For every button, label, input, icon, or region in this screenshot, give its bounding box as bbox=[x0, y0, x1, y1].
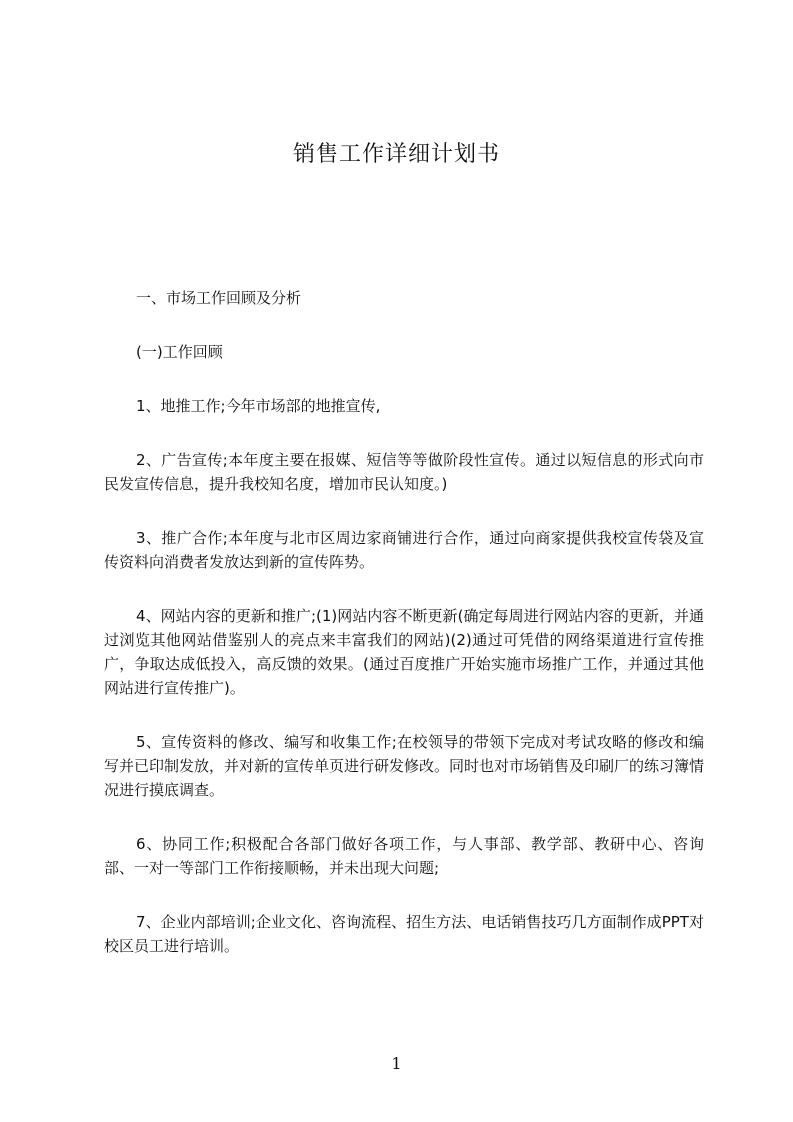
paragraph-item-2: 2、广告宣传;本年度主要在报媒、短信等等做阶段性宣传。通过以短信息的形式向市民发宣传信息，提升我校知名度，增加市民认知度。) bbox=[104, 451, 704, 493]
document-body bbox=[104, 286, 704, 988]
section-heading: 一、市场工作回顾及分析 bbox=[136, 289, 302, 307]
paragraph-item-3: 3、推广合作;本年度与北市区周边家商铺进行合作，通过向商家提供我校宣传袋及宣传资料向消费者发放达到新的宣传阵势。 bbox=[104, 529, 704, 571]
subsection-heading: (一)工作回顾 bbox=[136, 343, 223, 361]
paragraph-item-6: 6、协同工作;积极配合各部门做好各项工作，与人事部、教学部、教研中心、咨询部、一对一等部门工作衔接顺畅，并未出现大问题; bbox=[104, 835, 704, 877]
document-title: 销售工作详细计划书 bbox=[292, 142, 500, 167]
page-number: 1 bbox=[391, 1054, 402, 1073]
paragraph-item-5: 5、宣传资料的修改、编写和收集工作;在校领导的带领下完成对考试攻略的修改和编写并已印制发放，并对新的宣传单页进行研发修改。同时也对市场销售及印刷厂的练习簿情况进行摸底调查。 bbox=[104, 733, 705, 799]
paragraph-item-7: 7、企业内部培训;企业文化、咨询流程、招生方法、电话销售技巧几方面制作成PPT对校区员工进行培训。 bbox=[104, 913, 704, 955]
paragraph-item-1: 1、地推工作;今年市场部的地推宣传, bbox=[136, 397, 381, 415]
paragraph-item-4: 4、网站内容的更新和推广;(1)网站内容不断更新(确定每周进行网站内容的更新，并通过浏览其他网站借鉴别人的亮点来丰富我们的网站)(2)通过可凭借的网络渠道进行宣传推广，争取达成低投入，高反馈的效果。(通过百度推广开始实施市场推广工作，并通过其他网站进行宣传推广)。 bbox=[104, 607, 704, 697]
